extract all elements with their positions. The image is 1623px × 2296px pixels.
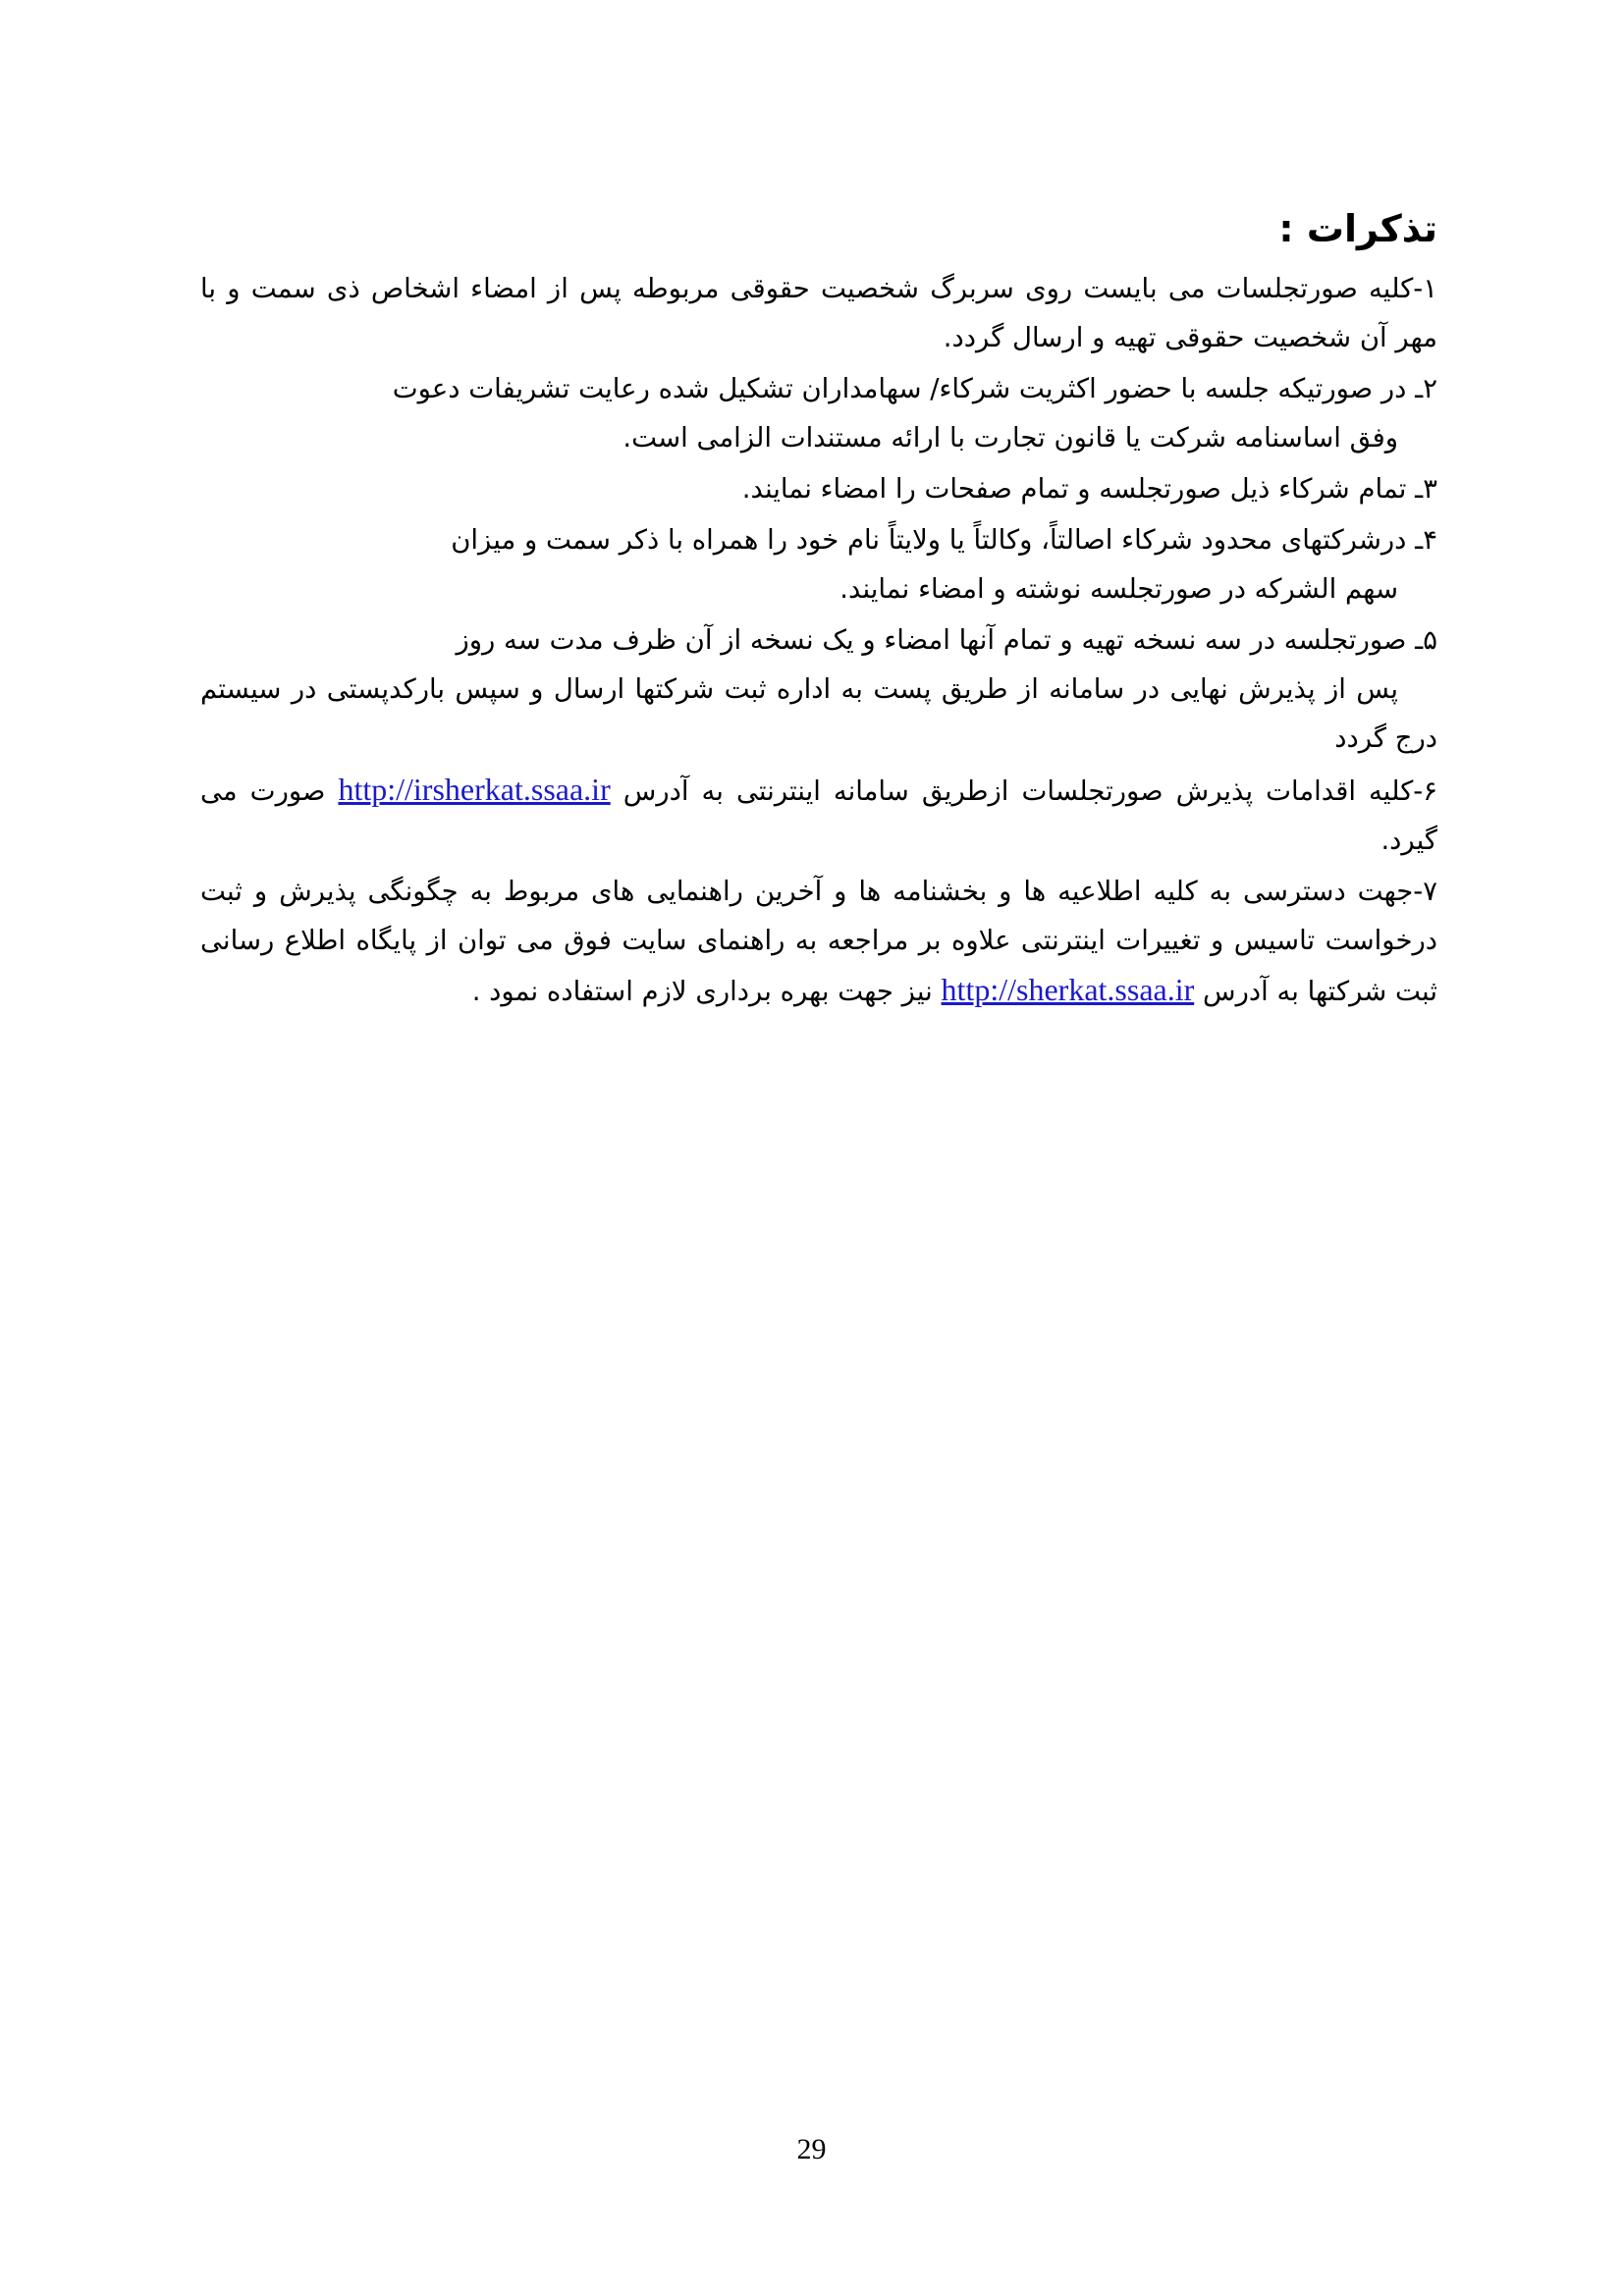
document-body [200, 201, 1437, 1018]
note-5-continuation: پس از پذیرش نهایی در سامانه از طریق پست به اداره ثبت شرکتها ارسال و سپس بارکدپستی در سیستم درج گردد [200, 673, 1437, 754]
sherkat-link[interactable]: http://sherkat.ssaa.ir [941, 972, 1195, 1007]
note-4-continuation: سهم الشرکه در صورتجلسه نوشته و امضاء نمایند. [839, 573, 1398, 605]
note-2-continuation: وفق اساسنامه شرکت یا قانون تجارت با ارائه مستندات الزامی است. [622, 422, 1398, 454]
notes-heading: تذکرات : [1278, 207, 1437, 250]
note-4 [200, 515, 1437, 614]
note-4-first-line: ۴ـ درشرکتهای محدود شرکاء اصالتاً، وکالتاً یا ولایتاً نام خود را همراه با ذکر سمت و میزان [451, 524, 1437, 556]
note-1-text: ۱-کلیه صورتجلسات می بایست روی سربرگ شخصیت حقوقی مربوطه پس از امضاء اشخاص ذی سمت و با مهر آن شخصیت حقوقی تهیه و ارسال گردد. [200, 273, 1437, 353]
note-6-text-after: صورت می گیرد. [200, 775, 1437, 856]
note-6 [200, 765, 1437, 865]
irsherkat-link[interactable]: http://irsherkat.ssaa.ir [338, 772, 611, 807]
note-3 [200, 464, 1437, 513]
note-5 [200, 615, 1437, 763]
note-6-text-before: ۶-کلیه اقدامات پذیرش صورتجلسات ازطریق سامانه اینترنتی به آدرس [622, 775, 1437, 807]
note-5-first-line: ۵ـ صورتجلسه در سه نسخه تهیه و تمام آنها امضاء و یک نسخه از آن ظرف مدت سه روز [456, 624, 1437, 656]
note-7 [200, 867, 1437, 1016]
note-2 [200, 364, 1437, 462]
note-7-text-before: ۷-جهت دسترسی به کلیه اطلاعیه ها و بخشنامه ها و آخرین راهنمایی های مربوط به چگونگی پذیرش و ثبت درخواست تاسیس و تغییرات اینترنتی علاوه بر مراجعه به راهنمای سایت فوق می توان از پایگاه اطلاع رسانی ثبت شرکتها به آدرس [200, 876, 1437, 1007]
note-3-text: ۳ـ تمام شرکاء ذیل صورتجلسه و تمام صفحات را امضاء نمایند. [741, 473, 1437, 505]
note-1 [200, 264, 1437, 362]
page-number: 29 [796, 2133, 827, 2165]
note-2-first-line: ۲ـ در صورتیکه جلسه با حضور اکثریت شرکاء/ سهامداران تشکیل شده رعایت تشریفات دعوت [392, 373, 1437, 404]
note-7-text-after: نیز جهت بهره برداری لازم استفاده نمود . [471, 976, 933, 1007]
